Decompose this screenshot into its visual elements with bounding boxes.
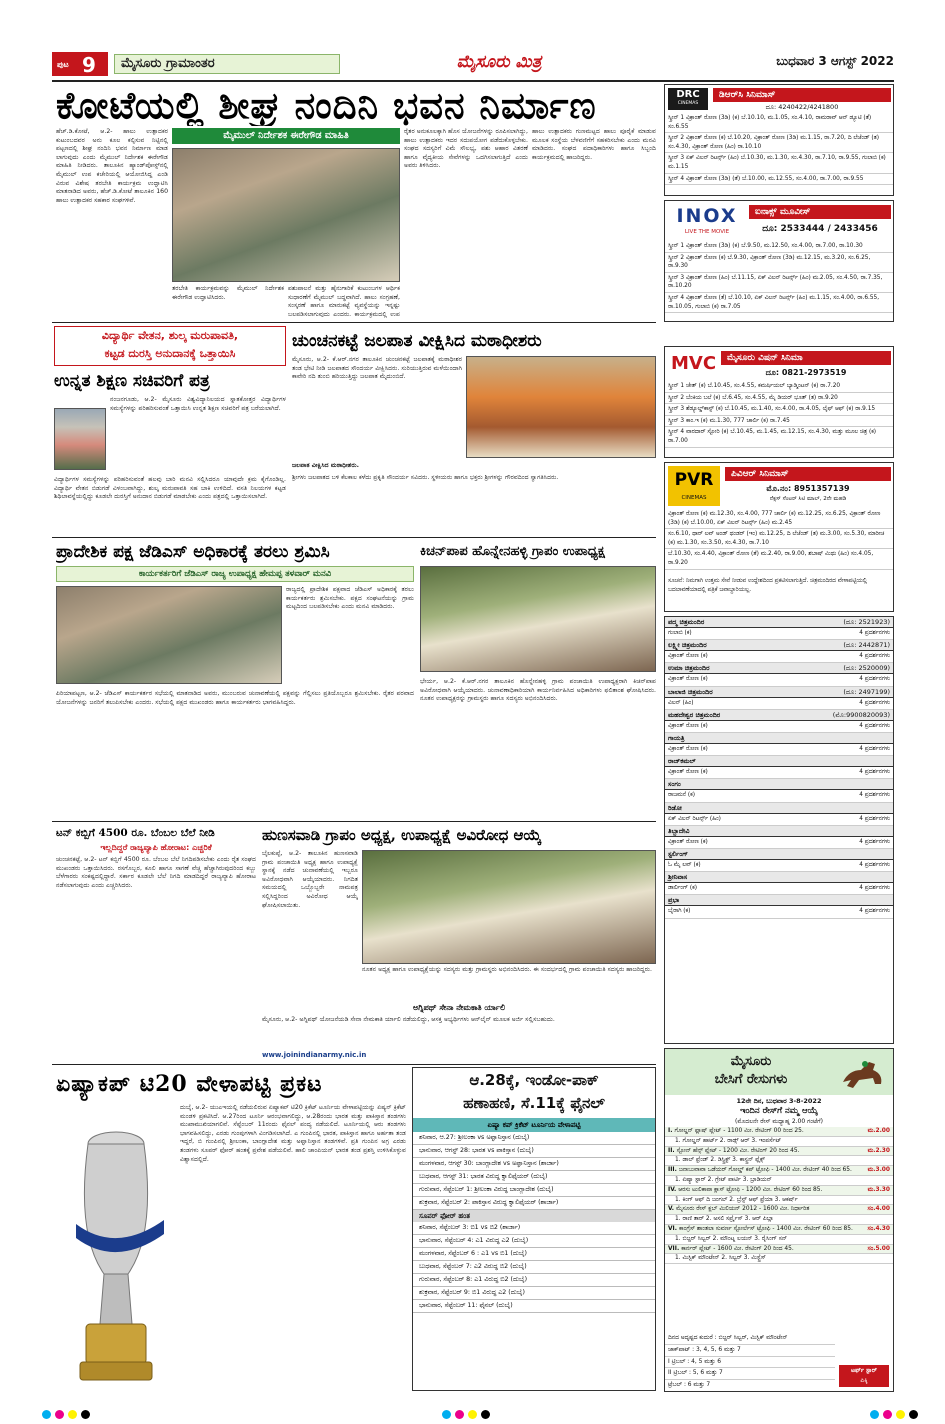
asia-cup-trophy-icon — [56, 1104, 176, 1390]
mvc-box — [664, 346, 894, 458]
races-badge-line2: ಪಿಕ್ಕಿ — [860, 1377, 868, 1384]
mvc-phone: ದೂ: 0821-2973519 — [765, 368, 847, 377]
theatre-movie: ವಿಕ್ರಾಂತ್ ರೋಣ (ಕ) — [668, 653, 708, 660]
race-item — [665, 1166, 893, 1176]
race-pick: 1. ಕಿಂಗ್ ಆಫ್ ದಿ ಜಂಗಲ್ 2. ಬ್ರೆಸ್ಟ್ ಆಫ್ ಫ್ರೆಯಾ 3. ಆಕರ್ಷ್ — [665, 1196, 893, 1206]
theatre-movie: ವಿಕ್ರಾಂತ್ ರೋಣ (ಕ) — [668, 838, 708, 845]
story1-body-col3: ರೈತರ ಅನುಕೂಲಕ್ಕಾಗಿ ಹೊಸ ಯೋಜನೆಗಳನ್ನು ರೂಪಿಸಲಾಗಿದ್ದು, ಹಾಲು ಉತ್ಪಾದಕರು ಇದರ ಸದುಪಯೋಗ ಪಡೆದುಕೊಳ್ಳಬೇಕು. ಸಂಘದ ಸದಸ್ಯರಿಗೆ ವಿಮೆ ಸೌಲಭ್ಯ, ಪಶು ಆಹಾರ ವಿತರಣೆ ಹಾಗೂ ವೈದ್ಯಕೀಯ ಸೇವೆಗಳನ್ನು ಒದಗಿಸಲಾಗುತ್ತಿದೆ ಎಂದು ಅವರು ತಿಳಿಸಿದರು. — [404, 128, 528, 170]
theatre-movie: ವಿಕ್ರಾಂತ್ ರೋಣ (ಕ) — [668, 676, 708, 683]
theatre-name-band — [665, 663, 893, 674]
mvc-showtime-row: ಸ್ಕ್ರೀನ್ 2 ಬೆಂಕಿಯ ಬಲೆ (ಕ) ಬೆ.6.45, ಸಂ.4.55, ಮೈ ಡಿಯರ್ ಭೂತ್ (ತ) ರಾ.9.20 — [665, 393, 893, 405]
story2-photo — [54, 408, 106, 470]
pvr-showtime-row: ಸಂ.6.10, ಥಾರ್ ಲವ್ ಅಂಡ್ ಥಂಡರ್ (ಇಂ) ಮ.12.25, ದಿ ಲೆಜೆಂಡ್ (ತ) ಮ.3.00, ಸಂ.5.30, ಮಾರೀಚ (ಕ) ಮ.1.30, ಸಂ.3.50, ಸಂ.4.30, ರಾ.7.10 — [665, 529, 893, 549]
schedule-match-row: ಶುಕ್ರವಾರ, ಸೆಪ್ಟೆಂಬರ್ 9: ಬಿ1 ವಿರುದ್ಧ ಎ2 (ದುಬೈ) — [413, 1287, 655, 1300]
race-item — [665, 1186, 893, 1196]
story5-headline: ಕಿಚನ್‌ಪಾಪ ಹೊನ್ನೇನಹಳ್ಳಿ ಗ್ರಾಪಂ ಉಪಾಧ್ಯಕ್ಷ — [420, 544, 605, 559]
races-badge — [839, 1365, 889, 1387]
theatre-show-row — [665, 698, 893, 710]
divider-1 — [52, 322, 656, 323]
schedule-match-row: ಮಂಗಳವಾರ, ಸೆಪ್ಟೆಂಬರ್ 6 : ಎ1 vs ಬಿ1 (ದುಬೈ) — [413, 1248, 655, 1261]
theatre-show-row — [665, 744, 893, 756]
page-number-badge — [52, 52, 108, 76]
race-footer-row: II ಟ್ರಿಬಲ್ : 5, 6 ಮತ್ತು 7 — [665, 1368, 835, 1380]
race-pick: 1. ಡಾಲ್ ಫ್ರೆಂಡ್ 2. ಡಿಸ್ಟ್ರಿಕ್ಟ್ 3. ಕಾಸ್ಟ್ರನ್ ಫ್ಲೆಕ್ಸ್ — [665, 1156, 893, 1166]
inox-showtime-row: ಸ್ಕ್ರೀನ್ 3 ವಿಕ್ರಾಂತ್ ರೋಣ (ಹಿಂ) ಬೆ.11.15, ಏಕ್ ವಿಲನ್ ರಿಟರ್ನ್ಸ್ (ಹಿಂ) ಮ.2.05, ಸಂ.4.50, ರಾ.7.35, ರಾ.10.20 — [665, 273, 893, 293]
theatre-movie: ಡಾರ್ಲಿಂಗ್ (ಕ) — [668, 885, 697, 892]
theatre-movie: ಏಕ್ ವಿಲನ್ ರಿಟರ್ನ್ಸ್ (ಹಿಂ) — [668, 815, 721, 822]
theatre-show-row — [665, 721, 893, 733]
theatre-name-band — [665, 733, 893, 744]
mvc-showtimes — [665, 381, 893, 448]
schedule-match-row: ಭಾನುವಾರ, ಸೆಪ್ಟೆಂಬರ್ 11: ಫೈನಲ್ (ದುಬೈ) — [413, 1300, 655, 1313]
story4-photo — [56, 586, 282, 684]
mvc-showtime-row: ಸ್ಕ್ರೀನ್ 3 ಕಾಂ.ಇ (ಕ) ಮ.1.30, 777 ಚಾರ್ಲಿ (ಕ) ರಾ.7.45 — [665, 416, 893, 428]
theatre-name-band — [665, 687, 893, 698]
theatre-list — [665, 617, 893, 919]
schedule-match-row: ಮಂಗಳವಾರ, ಆಗಸ್ಟ್ 30: ಬಾಂಗ್ಲಾದೇಶ vs ಅಫ್ಘಾನಿಸ್ತಾನ (ಶಾರ್ಜಾ) — [413, 1158, 655, 1171]
theatre-name: ಬಾಲಾಜಿ ಚಿತ್ರಮಂದಿರ — [668, 687, 713, 696]
section-title: ಮೈಸೂರು ಗ್ರಾಮಾಂತರ — [114, 54, 340, 74]
story3-photo — [466, 356, 656, 458]
story3-headline: ಚುಂಚನಕಟ್ಟೆ ಜಲಪಾತ ವೀಕ್ಷಿಸಿದ ಮಠಾಧೀಶರು — [292, 331, 542, 351]
schedule-super-four — [413, 1222, 655, 1313]
story1-body-col1: ಹೆಚ್.ಡಿ.ಕೋಟೆ, ಆ.2- ಹಾಲು ಉತ್ಪಾದಕರ ಕುಟುಂಬದವರ ಅನು ಕೂಲ ಕಲ್ಪಿಸುವ ನಿಟ್ಟಿನಲ್ಲಿ ಪಟ್ಟಣದಲ್ಲಿ ಶೀಘ್ರ ನಂದಿನಿ ಭವನ ನಿರ್ಮಾಣ ಮಾಡ ಲಾಗುವುದು ಎಂದು ಮೈಮುಲ್ ನಿರ್ದೇಶಕ ಈರೇಗೌಡ ಮಾಹಿತಿ ನೀಡಿದರು. ತಾಲೂಕಿನ ಹ್ಯಾಂಡ್‌ಪೋಸ್ಟ್‌ನಲ್ಲಿ ಮೈಮುಲ್ ಉಪ ಕಚೇರಿಯಲ್ಲಿ ಆಯೋಜಿಸಿದ್ದ ಎಂಡಿ ವಿರುವ ವಿಶೇಷ ತರಬೇತಿ ಕಾರ್ಯಕ್ರಮ ಉದ್ಘಾಟಿಸಿ ಮಾತನಾಡಿದ ಅವರು, ಹೆಚ್.ಡಿ.ಕೋಟೆ ತಾಲೂಕಿನ 160 ಹಾಲು ಉತ್ಪಾದಕರ ಸಹಕಾರ ಸಂಘಗಳಿವೆ. — [56, 128, 168, 204]
race-time: ಮ.2.00 — [867, 1128, 890, 1134]
schedule-match-row: ಗುರುವಾರ, ಸೆಪ್ಟೆಂಬರ್ 1: ಶ್ರೀಲಂಕಾ ವಿರುದ್ಧ ಬಾಂಗ್ಲಾದೇಶ (ದುಬೈ) — [413, 1184, 655, 1197]
race-pick: 1. ಗೋಲ್ಡನ್ ಹಾರ್ಟ್ 2. ರಾಡ್ಸ್ ಆರ್ 3. ಇಂಪರ್ಸೆಟ್ — [665, 1137, 893, 1147]
race-item — [665, 1205, 893, 1215]
story3-body-right: ಶ್ರೀಗಳು ಜಲಪಾತದ ಬಳಿ ಕೆಲಕಾಲ ಕಳೆದು ಪ್ರಕೃತಿ ಸೌಂದರ್ಯ ಸವಿದರು. ಸ್ಥಳೀಯರು ಹಾಗೂ ಭಕ್ತರು ಶ್ರೀಗಳನ್ನು ಗೌರವದಿಂದ ಸ್ವಾಗತಿಸಿದರು. — [292, 474, 559, 481]
story7-photo — [362, 850, 656, 964]
theatre-shows: 4 ಪ್ರದರ್ಶನಗಳು — [859, 792, 890, 799]
race-pick: 1. ಏಷ್ಯಾ ಸ್ಟಾರ್ 2. ಗ್ರೇಟ್ ಪಾರ್ಟಿ 3. ಬ್ರಾಡಿಯನ್ — [665, 1176, 893, 1186]
inox-logo-sub: LIVE THE MOVIE — [684, 229, 730, 235]
schedule-group-stage — [413, 1132, 655, 1210]
theatre-name: ಪ್ರಭಾ — [668, 896, 680, 905]
race-title: ಗೋಲ್ಡನ್ ಫ್ಲಾಷ್ ಪ್ಲೇಟ್ - 1100 ಮೀ. ರೇಟಿಂಗ್ 00 ರಿಂದ 25. — [674, 1128, 804, 1134]
theatre-show-row — [665, 651, 893, 663]
drc-showtime-row: ಸ್ಕ್ರೀನ್ 1 ವಿಕ್ರಾಂತ್ ರೋಣ (3ಡಿ) (ಕ) ಬೆ.10.10, ಮ.1.05, ಸಂ.4.10, ರಾಮರಾವ್ ಆನ್ ಡ್ಯೂಟಿ (ತೆ) ಸಂ.6.55 — [665, 113, 893, 133]
story5-photo — [420, 566, 656, 672]
drc-showtimes — [665, 113, 893, 185]
theatre-movie: ವಿಕ್ರಾಂತ್ ರೋಣ (ಕ) — [668, 769, 708, 776]
pvr-showtime-row: ಬೆ.10.30, ಸಂ.4.40, ವಿಕ್ರಾಂತ್ ರೋಣ (ತೆ) ಮ.2.40, ರಾ.9.00, ಶಬಾಷ್ ಮಿಥು (ಹಿಂ) ಸಂ.4.05, ರಾ.9.20 — [665, 549, 893, 569]
story8-url[interactable]: www.joinindianarmy.nic.in — [262, 1051, 367, 1059]
theatre-phone: (ದೂ: 2521923) — [843, 618, 890, 626]
theatre-name-band — [665, 849, 893, 860]
race-time: ಸಂ.5.00 — [867, 1245, 890, 1252]
drc-cinemas-box — [664, 84, 894, 196]
story2-body-top: ನಂಜನಗೂಡು, ಆ.2- ಮೈಸೂರು ವಿಶ್ವವಿದ್ಯಾನಿಲಯದ ಸ್ನಾತಕೋತ್ತರ ವಿದ್ಯಾರ್ಥಿಗಳ ಸಮಸ್ಯೆಗಳನ್ನು ಪರಿಹರಿಸುವಂತೆ ಒತ್ತಾಯಿಸಿ ಉನ್ನತ ಶಿಕ್ಷಣ ಸಚಿವರಿಗೆ ಪತ್ರ ಬರೆಯಲಾಗಿದೆ. — [110, 396, 286, 412]
divider-4 — [52, 1064, 656, 1065]
story8-body: ಮೈಸೂರು, ಆ.2- ಅಗ್ನಿಪಥ್ ಯೋಜನೆಯಡಿ ಸೇನಾ ನೇಮಕಾತಿ ರ್ಯಾಲಿ ನಡೆಯಲಿದ್ದು, ಆಸಕ್ತ ಅಭ್ಯರ್ಥಿಗಳು ಆನ್‌ಲೈನ್ ಮೂಲಕ ಅರ್ಜಿ ಸಲ್ಲಿಸಬಹುದು. — [262, 1016, 555, 1023]
race-pick: 1. ಮಿಸ್ಟಿಕ್ ಮೌಂಟೇನ್ 2. ಸಿಲ್ವರ್ 3. ಮಿಸ್ಟ್ರೆಸ್ — [665, 1254, 893, 1264]
theatre-phone: (ಮೊ:9900820093) — [832, 710, 890, 719]
horse-icon — [839, 1052, 887, 1092]
race-footer-row: ದಿನದ ಅದೃಷ್ಟದ ಕುದುರೆ : ಬಿಜ್ಜರ್ ಸಿಲ್ವರ್, ಮಿಸ್ಟಿಕ್ ಮೌಂಟೇನ್ — [665, 1333, 835, 1345]
race-time: ಮ.2.30 — [867, 1147, 890, 1154]
inox-title: ಐನಾಕ್ಸ್ ಮೂವೀಸ್ — [749, 205, 891, 219]
theatre-name-band — [665, 872, 893, 883]
schedule-band-super4: ಸೂಪರ್ ಫೋರ್ ಹಂತ — [413, 1210, 655, 1222]
theatre-name: ರಾಜ್‌ಕಮಲ್ — [668, 757, 696, 766]
race-time: ಸಂ.4.30 — [867, 1225, 890, 1232]
drc-logo-sub: CINEMAS — [677, 101, 699, 106]
theatre-listings — [664, 616, 894, 1044]
theatre-name-band — [665, 826, 893, 837]
race-footer-row: I ಟ್ರಿಬಲ್ : 4, 5 ಮತ್ತು 6 — [665, 1357, 835, 1369]
theatre-name: ಪದ್ಮ ಚಿತ್ರಮಂದಿರ — [668, 618, 705, 626]
schedule-match-row: ಬುಧವಾರ, ಸೆಪ್ಟೆಂಬರ್ 7: ಎ2 ವಿರುದ್ಧ ಬಿ2 (ದುಬೈ) — [413, 1261, 655, 1274]
story1-caption: ತರಬೇತಿ ಕಾರ್ಯಕ್ರಮವನ್ನು ಮೈಮುಲ್ ನಿರ್ದೇಶಕ ಈರೇಗೌಡ ಉದ್ಘಾಟಿಸಿದರು. — [172, 285, 284, 301]
masthead — [52, 52, 894, 78]
race-number: I. — [668, 1128, 673, 1134]
race-number: III. — [668, 1167, 677, 1174]
race-number: VI. — [668, 1225, 677, 1232]
theatre-show-row — [665, 860, 893, 872]
race-item — [665, 1245, 893, 1255]
races-header — [665, 1049, 893, 1095]
story3-caption: ಜಲಪಾತ ವೀಕ್ಷಿಸಿದ ಮಠಾಧೀಶರು. — [292, 462, 359, 469]
theatre-movie: ಗುಲಾಬಿ (ಕ) — [668, 630, 692, 636]
theatre-shows: 4 ಪ್ರದರ್ಶನಗಳು — [859, 815, 890, 822]
pvr-notice: ಸೂಚನೆ: ನಿಮಗಾಗಿ ಉತ್ತಮ ಸೇವೆ ನೀಡುವ ಉದ್ದೇಶದಿಂದ ಪ್ರಕಟಿಸಲಾಗುತ್ತಿದೆ. ಚಿತ್ರಮಂದಿರದ ವೇಳಾಪಟ್ಟಿಯಲ್ಲಿ ಬದಲಾವಣೆಯಾದಲ್ಲಿ ಪತ್ರಿಕೆ ಜವಾಬ್ದಾರಿಯಲ್ಲ. — [668, 578, 868, 593]
story9-body: ದುಬೈ, ಆ.2- ಯುಎಇಯಲ್ಲಿ ನಡೆಯಲಿರುವ ಏಷ್ಯಾಕಪ್ ಟಿ20 ಕ್ರಿಕೆಟ್ ಟೂರ್ನಿಯ ವೇಳಾಪಟ್ಟಿಯನ್ನು ಏಷ್ಯನ್ ಕ್ರಿಕೆಟ್ ಮಂಡಳಿ ಪ್ರಕಟಿಸಿದೆ. ಆ.27ರಿಂದ ಟೂರ್ನಿ ಆರಂಭವಾಗಲಿದ್ದು, ಆ.28ರಂದು ಭಾರತ ಮತ್ತು ಪಾಕಿಸ್ತಾನ ತಂಡಗಳು ಮುಖಾಮುಖಿಯಾಗಲಿವೆ. ಸೆಪ್ಟೆಂಬರ್ 11ರಂದು ಫೈನಲ್ ಪಂದ್ಯ ನಡೆಯಲಿದೆ. ಟೂರ್ನಿಯಲ್ಲಿ ಆರು ತಂಡಗಳು ಭಾಗವಹಿಸಲಿದ್ದು, ಎರಡು ಗುಂಪುಗಳಾಗಿ ವಿಂಗಡಿಸಲಾಗಿದೆ. ಎ ಗುಂಪಿನಲ್ಲಿ ಭಾರತ, ಪಾಕಿಸ್ತಾನ ಹಾಗೂ ಅರ್ಹತಾ ತಂಡ ಇದ್ದರೆ, ಬಿ ಗುಂಪಿನಲ್ಲಿ ಶ್ರೀಲಂಕಾ, ಬಾಂಗ್ಲಾದೇಶ ಮತ್ತು ಅಫ್ಘಾನಿಸ್ತಾನ ತಂಡಗಳಿವೆ. ಪ್ರತಿ ಗುಂಪಿನ ಅಗ್ರ ಎರಡು ತಂಡಗಳು ಸೂಪರ್ ಫೋರ್ ಹಂತಕ್ಕೆ ಪ್ರವೇಶ ಪಡೆಯಲಿವೆ. ಹಾಲಿ ಚಾಂಪಿಯನ್ ಭಾರತ ತಂಡ ಪ್ರಶಸ್ತಿ ಉಳಿಸಿಕೊಳ್ಳುವ ವಿಶ್ವಾಸದಲ್ಲಿದೆ. — [180, 1104, 406, 1163]
drc-logo-text: DRC — [676, 89, 700, 100]
trophy-illustration — [56, 1104, 176, 1390]
theatre-shows: 4 ಪ್ರದರ್ಶನಗಳು — [859, 699, 890, 706]
theatre-name-band — [665, 617, 893, 628]
schedule-band: ಏಷ್ಯಾ ಕಪ್ ಕ್ರಿಕೆಟ್ ಟೂರ್ನಿಯ ವೇಳಾಪಟ್ಟಿ — [413, 1118, 655, 1132]
story7-body-left: ಬೈಲಕುಪ್ಪೆ, ಆ.2- ತಾಲೂಕಿನ ಹುಣಸವಾಡಿ ಗ್ರಾಮ ಪಂಚಾಯಿತಿ ಅಧ್ಯಕ್ಷ ಹಾಗೂ ಉಪಾಧ್ಯಕ್ಷೆ ಸ್ಥಾನಕ್ಕೆ ನಡೆದ ಚುನಾವಣೆಯಲ್ಲಿ ಇಬ್ಬರೂ ಅವಿರೋಧವಾಗಿ ಆಯ್ಕೆಯಾದರು. ನಿಗದಿತ ಸಮಯದಲ್ಲಿ ಒಬ್ಬೊಬ್ಬರೇ ನಾಮಪತ್ರ ಸಲ್ಲಿಸಿದ್ದರಿಂದ ಅವಿರೋಧ ಆಯ್ಕೆ ಘೋಷಿಸಲಾಯಿತು. — [262, 850, 358, 909]
divider-2 — [52, 537, 656, 538]
pvr-logo-sub: CINEMAS — [681, 495, 707, 501]
race-footer-row: ಟ್ರೆಬಲ್ : 6 ಮತ್ತು 7 — [665, 1380, 835, 1392]
race-time: ಸಂ.4.00 — [867, 1206, 890, 1213]
race-title: ಮೈಸೂರು ರೇಸ್ ಕ್ಲಬ್ ಮಿಲಿಯನ್ 2012 - 1600 ಮೀ. ನಿರ್ಧಾರಿತ — [676, 1206, 810, 1213]
inox-showtime-row: ಸ್ಕ್ರೀನ್ 1 ವಿಕ್ರಾಂತ್ ರೋಣ (3ಡಿ) (ಕ) ಬೆ.9.50, ಮ.12.50, ಸಂ.4.00, ರಾ.7.00, ರಾ.10.30 — [665, 241, 893, 253]
theatre-name: ರಿಡೋ — [668, 803, 682, 812]
story1-headline: ಕೋಟೆಯಲ್ಲಿ ಶೀಘ್ರ ನಂದಿನಿ ಭವನ ನಿರ್ಮಾಣ — [56, 84, 597, 126]
theatre-show-row — [665, 883, 893, 895]
theatre-show-row — [665, 906, 893, 918]
race-number: IV. — [668, 1186, 677, 1193]
story8-headline: ಅಗ್ನಿಪಥ್ ಸೇನಾ ನೇಮಕಾತಿ ರ್ಯಾಲಿ — [412, 1003, 506, 1012]
races-badge-line1: ಟರ್ಫ್ ಸ್ಟಾರ್ — [851, 1367, 877, 1374]
schedule-headline-line1: ಆ.28ಕ್ಕೆ, ಇಂಡೋ-ಪಾಕ್ — [469, 1071, 599, 1089]
theatre-name: ತಿಬ್ಬಾದೇವಿ — [668, 826, 690, 835]
inox-box — [664, 200, 894, 322]
drc-title: ಡಿಆರ್‌ಸಿ ಸಿನಿಮಾಸ್ — [713, 88, 891, 102]
schedule-headline-line2: ಹಣಾಹಣಿ, ಸೆ.11ಕ್ಕೆ ಫೈನಲ್ — [463, 1094, 605, 1112]
race-item — [665, 1147, 893, 1157]
races-day-line: 12ನೇ ದಿನ, ಬುಧವಾರ 3-8-2022 — [736, 1097, 822, 1105]
theatre-movie: ರಾಜಮನೆ (ಕ) — [668, 792, 695, 799]
races-sub-line: ಇಂದಿನ ರೇಸ್‌ಗೆ ನಮ್ಮ ಆಯ್ಕೆ — [740, 1106, 818, 1116]
schedule-match-row: ಗುರುವಾರ, ಸೆಪ್ಟೆಂಬರ್ 8: ಎ1 ವಿರುದ್ಧ ಬಿ2 (ದುಬೈ) — [413, 1274, 655, 1287]
story2-kicker-line1: ವಿದ್ಯಾರ್ಥಿ ವೇತನ, ಶುಲ್ಕ ಮರುಪಾವತಿ, — [101, 329, 239, 342]
theatre-show-row — [665, 628, 893, 640]
theatre-shows: 4 ಪ್ರದರ್ಶನಗಳು — [859, 885, 890, 892]
theatre-movie: ಓ ಮೈ ಲವ್ (ಕ) — [668, 862, 701, 869]
race-number: II. — [668, 1147, 675, 1154]
pvr-title: ಪಿವಿಆರ್ ಸಿನಿಮಾಸ್ — [725, 467, 891, 481]
story6-body: ಚುಂಚನಕಟ್ಟೆ, ಆ.2- ಟನ್ ಕಬ್ಬಿಗೆ 4500 ರೂ. ಬೆಂಬಲ ಬೆಲೆ ನಿಗದಿಪಡಿಸಬೇಕು ಎಂದು ರೈತ ಸಂಘದ ಮುಖಂಡರು ಒತ್ತಾಯಿಸಿದರು. ರಸಗೊಬ್ಬರ, ಕೂಲಿ ಹಾಗೂ ಸಾಗಣೆ ವೆಚ್ಚ ಹೆಚ್ಚಾಗಿರುವುದರಿಂದ ಕಬ್ಬು ಬೆಳೆಗಾರರು ಸಂಕಷ್ಟದಲ್ಲಿದ್ದಾರೆ. ಸರ್ಕಾರ ಕೂಡಲೇ ಬೆಲೆ ನಿಗದಿ ಮಾಡದಿದ್ದರೆ ರಾಜ್ಯವ್ಯಾಪಿ ಹೋರಾಟ ನಡೆಸಲಾಗುವುದು ಎಂದು ಎಚ್ಚರಿಸಿದರು. — [56, 856, 256, 889]
story1-photo — [172, 148, 400, 282]
schedule-match-row: ಶನಿವಾರ, ಸೆಪ್ಟೆಂಬರ್ 3: ಬಿ1 vs ಬಿ2 (ಶಾರ್ಜಾ) — [413, 1222, 655, 1235]
theatre-shows: 4 ಪ್ರದರ್ಶನಗಳು — [859, 769, 890, 776]
paper-name: ಮೈಸೂರು ಮಿತ್ರ — [456, 52, 542, 72]
drc-logo — [668, 88, 708, 110]
races-title-line2: ಬೇಸಿಗೆ ರೇಸುಗಳು — [714, 1072, 788, 1087]
race-title: ಜನಾಬುವಾವಾ ಒಡೆಯರ್ ಗೋಲ್ಡ್ ಕಪ್ ಟ್ರೋಫಿ - 1400 ಮೀ. ರೇಟಿಂಗ್ 40 ರಿಂದ 65. — [678, 1167, 852, 1174]
theatre-shows: 4 ಪ್ರದರ್ಶನಗಳು — [859, 862, 890, 869]
story2-headline: ಉನ್ನತ ಶಿಕ್ಷಣ ಸಚಿವರಿಗೆ ಪತ್ರ — [54, 371, 210, 391]
theatre-name-band — [665, 779, 893, 790]
theatre-name-band — [665, 640, 893, 651]
theatre-name: ಉಮಾ ಚಿತ್ರಮಂದಿರ — [668, 664, 710, 673]
theatre-phone: (ದೂ: 2442871) — [843, 641, 890, 650]
theatre-phone: (ದೂ: 2497199) — [843, 687, 890, 696]
inox-logo — [668, 204, 746, 238]
race-time: ಮ.3.30 — [867, 1186, 890, 1193]
story2-body: ವಿದ್ಯಾರ್ಥಿಗಳ ಸಮಸ್ಯೆಗಳನ್ನು ಪರಿಹರಿಸುವಂತೆ ಹಲವು ಬಾರಿ ಮನವಿ ಸಲ್ಲಿಸಿದರೂ ಯಾವುದೇ ಕ್ರಮ ಕೈಗೊಂಡಿಲ್ಲ. ವಿದ್ಯಾರ್ಥಿ ವೇತನ ಬಿಡುಗಡೆ ವಿಳಂಬವಾಗಿದ್ದು, ಶುಲ್ಕ ಮರುಪಾವತಿ ಸಹ ಬಾಕಿ ಉಳಿದಿದೆ. ವಸತಿ ನಿಲಯಗಳ ಕಟ್ಟಡ ಶಿಥಿಲಾವಸ್ಥೆಯಲ್ಲಿದ್ದು ಕೂಡಲೇ ದುರಸ್ತಿಗೆ ಅನುದಾನ ಬಿಡುಗಡೆ ಮಾಡಬೇಕು ಎಂದು ಪತ್ರದಲ್ಲಿ ಒತ್ತಾಯಿಸಲಾಗಿದೆ. — [54, 476, 286, 501]
theatre-name-band — [665, 803, 893, 814]
story1-body-col2: ಪಶುಪಾಲನೆ ಮತ್ತು ಹೈನುಗಾರಿಕೆ ಕುಟುಂಬಗಳ ಆರ್ಥಿಕ ಸುಧಾರಣೆಗೆ ಮೈಮುಲ್ ಬದ್ಧವಾಗಿದೆ. ಹಾಲು ಸಂಗ್ರಹಣೆ, ಸಂಸ್ಕರಣೆ ಹಾಗೂ ಮಾರುಕಟ್ಟೆ ವ್ಯವಸ್ಥೆಯನ್ನು ಇನ್ನಷ್ಟು ಬಲಪಡಿಸಲಾಗುವುದು ಎಂದರು. ಕಾರ್ಯಕ್ರಮದಲ್ಲಿ ಉಪ — [288, 285, 400, 318]
race-time: ಮ.3.00 — [867, 1167, 890, 1174]
race-number: VII. — [668, 1245, 680, 1252]
theatre-name: ಸಂಗಂ — [668, 780, 681, 789]
race-title: ಕಾಂಗ್ರೆಸ್ ಶಾಂತಲಾ ಸುವರ್ಣ ಸ್ಟೋರ್ಲೆಸ್ ಟ್ರೋಫಿ - 1400 ಮೀ. ರೇಟಿಂಗ್ 60 ರಿಂದ 85. — [679, 1225, 853, 1232]
story4-headline: ಪ್ರಾದೇಶಿಕ ಪಕ್ಷ ಜೆಡಿಎಸ್ ಅಧಿಕಾರಕ್ಕೆ ತರಲು ಶ್ರಮಿಸಿ — [56, 542, 330, 562]
pvr-showtimes — [665, 509, 893, 570]
page-number: 9 — [82, 53, 96, 77]
inox-showtime-row: ಸ್ಕ್ರೀನ್ 2 ವಿಕ್ರಾಂತ್ ರೋಣ (ಕ) ಬೆ.9.30, ವಿಕ್ರಾಂತ್ ರೋಣ (3ಡಿ) ಮ.12.15, ಮ.3.20, ಸಂ.6.25, ರಾ.9.30 — [665, 253, 893, 273]
story5-body: ಭೇರ್ಯ, ಆ.2- ಕೆ.ಆರ್.ನಗರ ತಾಲೂಕಿನ ಹೊನ್ನೇನಹಳ್ಳಿ ಗ್ರಾಮ ಪಂಚಾಯಿತಿ ಉಪಾಧ್ಯಕ್ಷರಾಗಿ ಕಿಚನ್‌ಪಾಪ ಅವಿರೋಧವಾಗಿ ಆಯ್ಕೆಯಾದರು. ಚುನಾವಣಾಧಿಕಾರಿಯಾಗಿ ಕಾರ್ಯನಿರ್ವಹಿಸಿದ ಅಧಿಕಾರಿಗಳು ಫಲಿತಾಂಶ ಘೋಷಿಸಿದರು. ನೂತನ ಉಪಾಧ್ಯಕ್ಷರನ್ನು ಗ್ರಾಮಸ್ಥರು ಹಾಗೂ ಸದಸ್ಯರು ಅಭಿನಂದಿಸಿದರು. — [420, 678, 656, 703]
story7-body-right: ನೂತನ ಅಧ್ಯಕ್ಷ ಹಾಗೂ ಉಪಾಧ್ಯಕ್ಷೆಯನ್ನು ಸದಸ್ಯರು ಮತ್ತು ಗ್ರಾಮಸ್ಥರು ಅಭಿನಂದಿಸಿದರು. ಈ ಸಂದರ್ಭದಲ್ಲಿ ಗ್ರಾಮ ಪಂಚಾಯಿತಿ ಸದಸ್ಯರು ಹಾಜರಿದ್ದರು. — [362, 966, 652, 973]
schedule-match-row: ಭಾನುವಾರ, ಆಗಸ್ಟ್ 28: ಭಾರತ vs ಪಾಕಿಸ್ತಾನ (ದುಬೈ) — [413, 1145, 655, 1158]
schedule-box — [412, 1067, 656, 1391]
schedule-match-row: ಬುಧವಾರ, ಆಗಸ್ಟ್ 31: ಭಾರತ ವಿರುದ್ಧ ಕ್ವಾಲಿಫೈಯರ್ (ದುಬೈ) — [413, 1171, 655, 1184]
drc-showtime-row: ಸ್ಕ್ರೀನ್ 3 ಏಕ್ ವಿಲನ್ ರಿಟರ್ನ್ಸ್ (ಹಿಂ) ಬೆ.10.30, ಮ.1.30, ಸಂ.4.30, ರಾ.7.10, ರಾ.9.55, ಗುಲಾಬಿ (ಕ) ಮ.1.15 — [665, 153, 893, 173]
theatre-movie: ವಿಕ್ರಾಂತ್ ರೋಣ (ಕ) — [668, 746, 708, 753]
story4-body: ಪಿರಿಯಾಪಟ್ಟಣ, ಆ.2- ಜೆಡಿಎಸ್ ಕಾರ್ಯಕರ್ತರ ಸಭೆಯಲ್ಲಿ ಮಾತನಾಡಿದ ಅವರು, ಮುಂಬರುವ ಚುನಾವಣೆಯಲ್ಲಿ ಪಕ್ಷವನ್ನು ಗೆಲ್ಲಿಸಲು ಪ್ರತಿಯೊಬ್ಬರೂ ಶ್ರಮಿಸಬೇಕು. ರೈತರ ಪರವಾದ ಯೋಜನೆಗಳನ್ನು ಜನರಿಗೆ ತಲುಪಿಸಬೇಕು ಎಂದರು. ಸಭೆಯಲ್ಲಿ ಪಕ್ಷದ ಮುಖಂಡರು ಹಾಗೂ ಕಾರ್ಯಕರ್ತರು ಭಾಗವಹಿಸಿದ್ದರು. — [56, 690, 414, 706]
races-time-line: (ಮೊದಲನೇ ರೇಸ್ ಮಧ್ಯಾಹ್ನ 2.00 ಗಂಟೆಗೆ) — [735, 1118, 823, 1125]
race-title: ಕಾರ್ನರ್ ಪ್ಲೇಟ್ - 1600 ಮೀ. ರೇಟಿಂಗ್ 20 ರಿಂದ 45. — [681, 1245, 794, 1252]
story6-headline: ಟನ್ ಕಬ್ಬಿಗೆ 4500 ರೂ. ಬೆಂಬಲ ಬೆಲೆ ನೀಡಿ — [56, 827, 215, 839]
race-pick: 1. ರಾಣಿ ತಾರ್ 2. ಅಸಲಿ ಸರ್ಪ್ರೈಸ್ 3. ಆರ್ ಪಿಬ್ಲಾ — [665, 1215, 893, 1225]
story1-body-col4: ಹಾಲು ಉತ್ಪಾದಕರು ಗುಣಮಟ್ಟದ ಹಾಲು ಪೂರೈಕೆ ಮಾಡುವ ಮೂಲಕ ಸಂಸ್ಥೆಯ ಬೆಳವಣಿಗೆಗೆ ಸಹಕರಿಸಬೇಕು ಎಂದು ಮನವಿ ಮಾಡಿದರು. ಸಂಘದ ಪದಾಧಿಕಾರಿಗಳು ಹಾಗೂ ಸಿಬ್ಬಂದಿ ಕಾರ್ಯಕ್ರಮದಲ್ಲಿ ಹಾಜರಿದ್ದರು. — [532, 128, 656, 161]
pvr-logo — [668, 466, 720, 506]
pvr-phone: ಮೊ.ನಂ: 8951357139 — [766, 484, 850, 493]
theatre-show-row — [665, 814, 893, 826]
theatre-show-row — [665, 790, 893, 802]
races-title-line1: ಮೈಸೂರು — [730, 1054, 772, 1069]
story4-body-right: ರಾಜ್ಯದಲ್ಲಿ ಪ್ರಾದೇಶಿಕ ಪಕ್ಷವಾದ ಜೆಡಿಎಸ್ ಅಧಿಕಾರಕ್ಕೆ ತರಲು ಕಾರ್ಯಕರ್ತರು ಶ್ರಮಿಸಬೇಕು. ಪಕ್ಷದ ಸಂಘಟನೆಯನ್ನು ಗ್ರಾಮ ಮಟ್ಟದಿಂದ ಬಲಪಡಿಸಬೇಕು ಎಂದು ಮನವಿ ಮಾಡಿದರು. — [286, 586, 414, 611]
issue-date: ಬುಧವಾರ 3 ಆಗಸ್ಟ್ 2022 — [776, 54, 894, 68]
inox-showtimes — [665, 241, 893, 313]
race-item — [665, 1225, 893, 1235]
drc-showtime-row: ಸ್ಕ್ರೀನ್ 4 ವಿಕ್ರಾಂತ್ ರೋಣ (3ಡಿ) (ತೆ) ಬೆ.10.00, ಮ.12.55, ಸಂ.4.00, ರಾ.7.00, ರಾ.9.55 — [665, 174, 893, 186]
race-title: ಆರಸು ಟುಲಿಕಾಪಾ ಕ್ಲಾಸ್ ಟ್ರೋಫಿ - 1200 ಮೀ. ರೇಟಿಂಗ್ 60 ರಿಂದ 85. — [678, 1186, 823, 1193]
pvr-box — [664, 462, 894, 612]
mvc-showtime-row: ಸ್ಕ್ರೀನ್ 4 ವಾರದಾರ್ ಸ್ಟೋರಿ (ಕ) ಬೆ.10.45, ಮ.1.45, ಮ.12.15, ಸಂ.4.30, ಮತ್ತು ಮೂಲ ಚಿತ್ರ (ಕ) ರಾ.7.00 — [665, 427, 893, 447]
page-label: ಪುಟ — [57, 60, 69, 69]
pvr-showtime-row: ವಿಕ್ರಾಂತ್ ರೋಣ (ಕ) ಮ.12.30, ಸಂ.4.00, 777 ಚಾರ್ಲಿ (ಕ) ಮ.12.25, ಸಂ.6.25, ವಿಕ್ರಾಂತ್ ರೋಣ (3ಡಿ) (ಕ) ಬೆ.10.00, ಏಕ್ ವಿಲನ್ ರಿಟರ್ನ್ಸ್ (ಹಿಂ) ಮ.2.45 — [665, 509, 893, 529]
theatre-shows: 4 ಪ್ರದರ್ಶನಗಳು — [859, 676, 890, 683]
story2-kicker — [54, 326, 286, 366]
race-title: ಸ್ಟೋನ್ ಹೆನ್ಸ್ ಪ್ಲೇಟ್ - 1200 ಮೀ. ರೇಟಿಂಗ್ 20 ರಿಂದ 45. — [676, 1147, 800, 1154]
race-item — [665, 1127, 893, 1137]
story1-subhead: ಮೈಮುಲ್ ನಿರ್ದೇಶಕ ಈರೇಗೌಡ ಮಾಹಿತಿ — [172, 128, 400, 144]
theatre-show-row — [665, 674, 893, 686]
inox-phone: ದೂ: 2533444 / 2433456 — [762, 224, 878, 234]
registration-marks-bottom — [40, 1404, 920, 1416]
theatre-movie: ಬೈರಾಗಿ (ಕ) — [668, 908, 691, 915]
mvc-showtime-row: ಸ್ಕ್ರೀನ್ 1 ಚೇತ್ (ಕ) ಬೆ.10.45, ಸಂ.4.55, ಕಮರ್ಷಿಯಲ್ ಬ್ಯಾಡ್ಮಿಂಟನ್ (ಕ) ರಾ.7.20 — [665, 381, 893, 393]
story7-headline: ಹುಣಸವಾಡಿ ಗ್ರಾಪಂ ಅಧ್ಯಕ್ಷ, ಉಪಾಧ್ಯಕ್ಷೆ ಅವಿರೋಧ ಆಯ್ಕೆ — [262, 826, 542, 844]
race-pick: 1. ಬಿಜ್ಜರ್ ಸಿಲ್ವರ್ 2. ಮೌಂಟ್ನ ಲಯನ್ 3. ರೈಸಿಂಗ್ ಸನ್ — [665, 1235, 893, 1245]
pvr-address: ನೆಕ್ಸಸ್ ಸೆಂಟರ್ ಸಿಟಿ ಮಾಲ್, 2ನೇ ಮಹಡಿ — [769, 496, 847, 502]
inox-logo-text: INOX — [676, 205, 738, 227]
theatre-name: ಲಕ್ಷ್ಮೀ ಚಿತ್ರಮಂದಿರ — [668, 641, 707, 650]
theatre-shows: 4 ಪ್ರದರ್ಶನಗಳು — [859, 908, 890, 915]
drc-phone: ದೂ: 4240422/4241800 — [765, 103, 839, 111]
theatre-name: ಗಾಯತ್ರಿ — [668, 734, 685, 743]
theatre-movie: ವಿಕ್ರಾಂತ್ ರೋಣ (ಕ) — [668, 722, 708, 729]
story4-subhead: ಕಾರ್ಯಕರ್ತರಿಗೆ ಜೆಡಿಎಸ್ ರಾಜ್ಯ ಉಪಾಧ್ಯಕ್ಷ ಹೇಮಪ್ಪ ತಳವಾರ್ ಮನವಿ — [56, 566, 414, 582]
mvc-showtime-row: ಸ್ಕ್ರೀನ್ 3 ಶೆಡ್ಯೂಲ್ಡ್‌ಕಾಸ್ಟ್ (ಕ) ಬೆ.10.45, ಮ.1.40, ಸಂ.4.00, ರಾ.4.05, ಲೈಫ್ ಆಫ್ (ಕ) ರಾ.9.15 — [665, 404, 893, 416]
theatre-movie: ವಿಲನ್ (ಹಿಂ) — [668, 699, 694, 706]
schedule-match-row: ಶನಿವಾರ, ಆ.27: ಶ್ರೀಲಂಕಾ vs ಅಫ್ಘಾನಿಸ್ತಾನ (ದುಬೈ) — [413, 1132, 655, 1145]
theatre-name: ಶ್ರೀನಿವಾಸ — [668, 873, 688, 882]
schedule-match-row: ಭಾನುವಾರ, ಸೆಪ್ಟೆಂಬರ್ 4: ಎ1 ವಿರುದ್ಧ ಎ2 (ದುಬೈ) — [413, 1235, 655, 1248]
theatre-show-row — [665, 767, 893, 779]
story2-kicker-line2: ಕಟ್ಟಡ ದುರಸ್ತಿ ಅನುದಾನಕ್ಕೆ ಒತ್ತಾಯಿಸಿ — [104, 347, 236, 360]
race-number: V. — [668, 1206, 675, 1213]
divider-3 — [52, 821, 656, 822]
story3-body-left: ಮೈಸೂರು, ಆ.2- ಕೆ.ಆರ್.ನಗರ ತಾಲೂಕಿನ ಚುಂಚನಕಟ್ಟೆ ಜಲಪಾತಕ್ಕೆ ಮಠಾಧೀಶರ ತಂಡ ಭೇಟಿ ನೀಡಿ ಜಲಪಾತದ ಸೌಂದರ್ಯ ವೀಕ್ಷಿಸಿದರು. ಸುರಿಯುತ್ತಿರುವ ಮಳೆಯಿಂದಾಗಿ ಕಾವೇರಿ ನದಿ ತುಂಬಿ ಹರಿಯುತ್ತಿದ್ದು ಜಲಪಾತ ಮೈದುಂಬಿದೆ. — [292, 356, 462, 381]
inox-showtime-row: ಸ್ಕ್ರೀನ್ 4 ವಿಕ್ರಾಂತ್ ರೋಣ (ತೆ) ಬೆ.10.10, ಏಕ್ ವಿಲನ್ ರಿಟರ್ನ್ಸ್ (ಹಿಂ) ಮ.1.15, ಸಂ.4.00, ರಾ.6.55, ರಾ.10.05, ಗುಲಾಬಿ (ಕ) ರಾ.7.05 — [665, 293, 893, 313]
race-footer-row: ಜಾಕ್‌ಪಾಟ್ : 3, 4, 5, 6 ಮತ್ತು 7 — [665, 1345, 835, 1357]
theatre-name-band — [665, 895, 893, 906]
race-footer — [665, 1333, 835, 1392]
theatre-name: ಸ್ಟರ್ಲಿಂಗ್ — [668, 850, 688, 859]
theatre-shows: 4 ಪ್ರದರ್ಶನಗಳು — [859, 722, 890, 729]
masthead-rule — [52, 80, 894, 82]
mvc-logo: MVC — [671, 353, 717, 374]
races-box — [664, 1048, 894, 1392]
theatre-shows: 4 ಪ್ರದರ್ಶನಗಳು — [859, 630, 890, 636]
theatre-shows: 4 ಪ್ರದರ್ಶನಗಳು — [859, 838, 890, 845]
theatre-name: ಮಹದೇಶ್ವರ ಚಿತ್ರಮಂದಿರ — [668, 710, 721, 719]
theatre-name-band — [665, 710, 893, 721]
story9-headline: ಏಷ್ಯಾಕಪ್ ಟಿ20 ವೇಳಾಪಟ್ಟಿ ಪ್ರಕಟ — [56, 1071, 323, 1097]
drc-showtime-row: ಸ್ಕ್ರೀನ್ 2 ವಿಕ್ರಾಂತ್ ರೋಣ (ಕ) ಬೆ.10.20, ವಿಕ್ರಾಂತ್ ರೋಣ (3ಡಿ) ಮ.1.15, ರಾ.7.20, ದಿ ಲೆಜೆಂಡ್ (ತ) ಸಂ.4.30, ವಿಕ್ರಾಂತ್ ರೋಣ (ಹಿಂ) ರಾ.10.10 — [665, 133, 893, 153]
theatre-name-band — [665, 756, 893, 767]
theatre-shows: 4 ಪ್ರದರ್ಶನಗಳು — [859, 746, 890, 753]
mvc-title: ಮೈಸೂರು ವಿಷನ್ ಸಿನಿಮಾ — [721, 351, 891, 365]
story6-subhead: ಇಲ್ಲದಿದ್ದರೆ ರಾಜ್ಯವ್ಯಾಪಿ ಹೋರಾಟ: ಎಚ್ಚರಿಕೆ — [100, 843, 212, 852]
theatre-show-row — [665, 837, 893, 849]
race-list — [665, 1127, 893, 1264]
pvr-logo-text: PVR — [674, 470, 714, 490]
schedule-match-row: ಶುಕ್ರವಾರ, ಸೆಪ್ಟೆಂಬರ್ 2: ಪಾಕಿಸ್ತಾನ ವಿರುದ್ಧ ಕ್ವಾಲಿಫೈಯರ್ (ಶಾರ್ಜಾ) — [413, 1197, 655, 1210]
theatre-shows: 4 ಪ್ರದರ್ಶನಗಳು — [859, 653, 890, 660]
theatre-phone: (ದೂ: 2520009) — [843, 664, 890, 673]
